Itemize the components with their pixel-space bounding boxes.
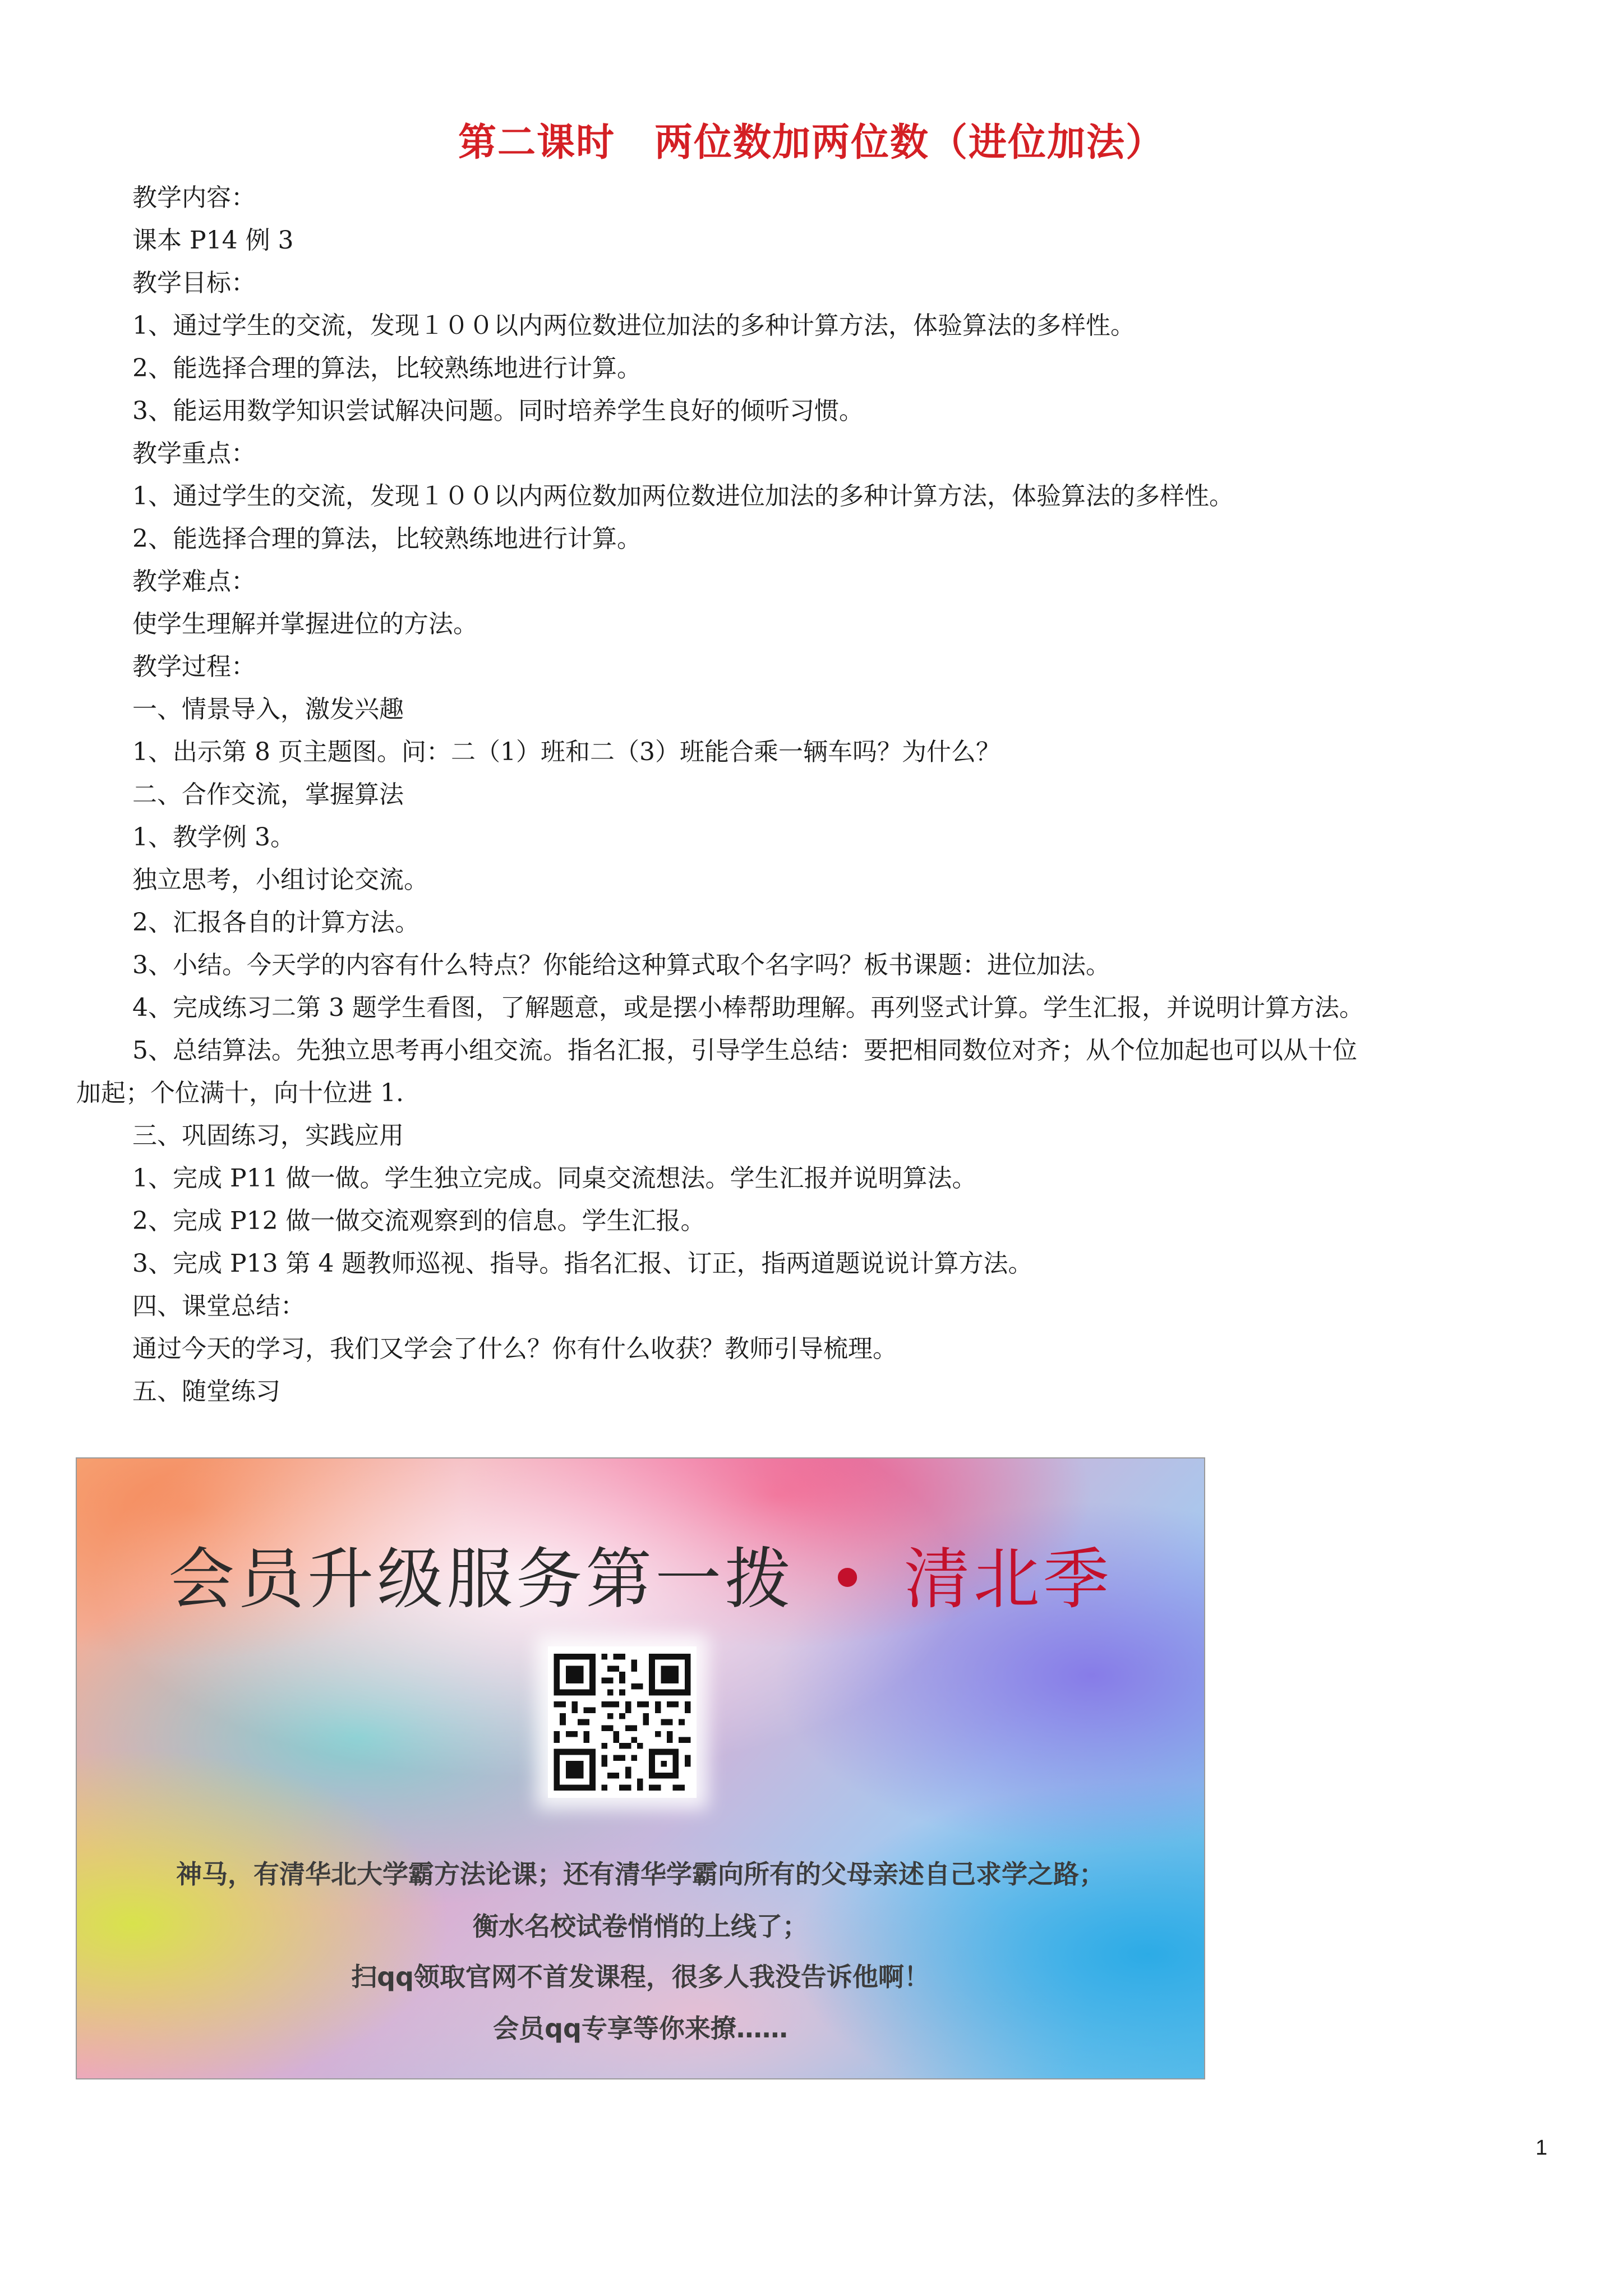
body-line: 1、通过学生的交流，发现１００以内两位数进位加法的多种计算方法，体验算法的多样性。 [132,311,1135,340]
body-line: 课本 P14 例 3 [132,226,294,255]
body-line: 二、合作交流，掌握算法 [132,780,404,809]
body-line: 1、出示第 8 页主题图。问：二（1）班和二（3）班能合乘一辆车吗？为什么？ [132,738,1000,766]
body-line: 2、能选择合理的算法，比较熟练地进行计算。 [132,524,642,553]
body-line: 2、汇报各自的计算方法。 [132,908,419,937]
body-line: 4、完成练习二第 3 题学生看图，了解题意，或是摆小棒帮助理解。再列竖式计算。学生汇报，并说明计算方法。 [132,993,1364,1022]
body-line: 2、能选择合理的算法，比较熟练地进行计算。 [132,354,642,383]
banner-heading [77,1526,1204,1621]
body-line: 四、课堂总结： [132,1292,305,1320]
body-line: 2、完成 P12 做一做交流观察到的信息。学生汇报。 [132,1207,706,1235]
qr-code-icon[interactable] [548,1646,697,1798]
body-line: 1、教学例 3。 [132,823,295,852]
body-line: 3、完成 P13 第 4 题教师巡视、指导。指名汇报、订正，指两道题说说计算方法。 [132,1249,1033,1278]
promo-banner[interactable] [76,1457,1205,2079]
body-line: 教学重点： [132,439,256,468]
document-title: 第二课时 两位数加两位数（进位加法） [458,121,1165,165]
banner-line: 会员qq专享等你来撩…… [493,2013,788,2044]
body-line: 五、随堂练习 [132,1377,280,1406]
banner-heading-dot: • [828,1540,870,1618]
body-line: 通过今天的学习，我们又学会了什么？你有什么收获？教师引导梳理。 [132,1335,897,1363]
body-line: 教学过程： [132,652,256,681]
banner-heading-accent: 清北季 [903,1540,1113,1618]
qr-code-graphic [548,1646,697,1798]
body-line: 1、完成 P11 做一做。学生独立完成。同桌交流想法。学生汇报并说明算法。 [132,1164,977,1193]
body-line: 5、总结算法。先独立思考再小组交流。指名汇报，引导学生总结：要把相同数位对齐；从个位加起也可以从十位 [132,1036,1357,1065]
body-line: 3、小结。今天学的内容有什么特点？你能给这种算式取个名字吗？板书课题：进位加法。 [132,951,1110,979]
body-line: 1、通过学生的交流，发现１００以内两位数加两位数进位加法的多种计算方法，体验算法的多样性。 [132,482,1234,510]
body-line: 一、情景导入，激发兴趣 [132,695,404,724]
banner-line: 神马，有清华北大学霸方法论课；还有清华学霸向所有的父母亲述自己求学之路； [176,1859,1105,1889]
body-line: 教学内容： [132,183,256,212]
body-line: 3、能运用数学知识尝试解决问题。同时培养学生良好的倾听习惯。 [132,397,864,425]
page-number: 1 [1536,2136,1548,2160]
body-line: 独立思考，小组讨论交流。 [132,866,428,894]
body-line: 教学难点： [132,567,256,596]
body-line: 三、巩固练习，实践应用 [132,1121,404,1150]
body-line: 使学生理解并掌握进位的方法。 [132,610,478,638]
banner-line: 衡水名校试卷悄悄的上线了； [473,1911,808,1941]
banner-line: 扫qq领取官网不首发课程，很多人我没告诉他啊！ [351,1962,930,1992]
body-line: 教学目标： [132,269,256,297]
body-line: 加起；个位满十，向十位进 1. [76,1079,404,1107]
banner-heading-main: 会员升级服务第一拨 [168,1540,795,1618]
